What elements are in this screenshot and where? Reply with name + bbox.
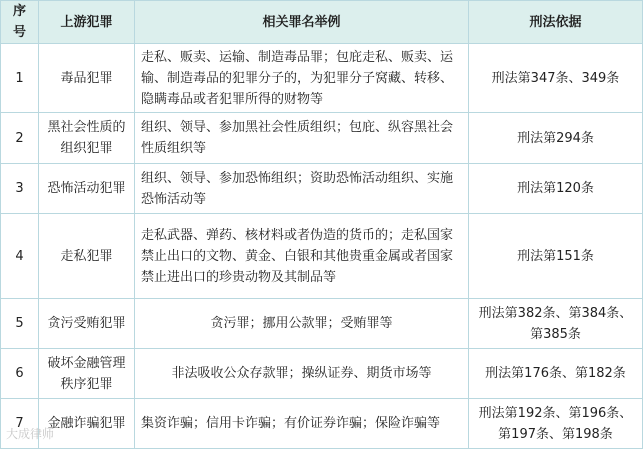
row-examples: 非法吸收公众存款罪；操纵证券、期货市场等 <box>135 349 469 399</box>
header-row <box>1 1 643 44</box>
row-examples: 集资诈骗；信用卡诈骗；有价证券诈骗；保险诈骗等 <box>135 399 469 449</box>
row-basis: 刑法第151条 <box>469 214 643 299</box>
row-seq: 3 <box>1 164 39 214</box>
row-category: 毒品犯罪 <box>39 44 135 113</box>
row-category: 恐怖活动犯罪 <box>39 164 135 214</box>
table-row <box>1 164 643 214</box>
row-basis: 刑法第294条 <box>469 113 643 164</box>
row-category: 金融诈骗犯罪 <box>39 399 135 449</box>
row-examples: 组织、领导、参加恐怖组织；资助恐怖活动组织、实施恐怖活动等 <box>135 164 469 214</box>
row-basis: 刑法第382条、第384条、第385条 <box>469 299 643 349</box>
row-seq: 6 <box>1 349 39 399</box>
row-seq: 2 <box>1 113 39 164</box>
row-examples: 走私武器、弹药、核材料或者伪造的货币的；走私国家禁止出口的文物、黄金、白银和其他贵重金属或者国家禁止进出口的珍贵动物及其制品等 <box>135 214 469 299</box>
header-examples: 相关罪名举例 <box>135 1 469 44</box>
row-seq: 7 <box>1 399 39 449</box>
header-category: 上游犯罪 <box>39 1 135 44</box>
row-examples: 走私、贩卖、运输、制造毒品罪；包庇走私、贩卖、运输、制造毒品的犯罪分子的，为犯罪分子窝藏、转移、隐瞒毒品或者犯罪所得的财物等 <box>135 44 469 113</box>
row-basis: 刑法第347条、349条 <box>469 44 643 113</box>
table-row <box>1 214 643 299</box>
row-category: 破坏金融管理秩序犯罪 <box>39 349 135 399</box>
table-row <box>1 349 643 399</box>
table-row <box>1 399 643 449</box>
row-category: 黑社会性质的组织犯罪 <box>39 113 135 164</box>
row-seq: 4 <box>1 214 39 299</box>
row-category: 走私犯罪 <box>39 214 135 299</box>
row-basis: 刑法第120条 <box>469 164 643 214</box>
table-row <box>1 44 643 113</box>
row-category: 贪污受贿犯罪 <box>39 299 135 349</box>
row-basis: 刑法第192条、第196条、第197条、第198条 <box>469 399 643 449</box>
watermark: 大成律师 <box>6 427 55 441</box>
row-basis: 刑法第176条、第182条 <box>469 349 643 399</box>
row-examples: 贪污罪；挪用公款罪；受贿罪等 <box>135 299 469 349</box>
row-examples: 组织、领导、参加黑社会性质组织；包庇、纵容黑社会性质组织等 <box>135 113 469 164</box>
table-row <box>1 113 643 164</box>
header-basis: 刑法依据 <box>469 1 643 44</box>
header-seq: 序号 <box>1 1 39 44</box>
table-row <box>1 299 643 349</box>
row-seq: 1 <box>1 44 39 113</box>
row-seq: 5 <box>1 299 39 349</box>
